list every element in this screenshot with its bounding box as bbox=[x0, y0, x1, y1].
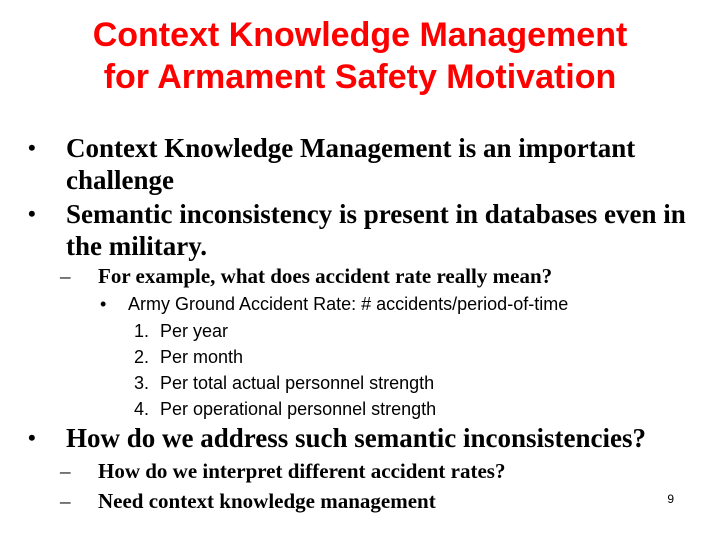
sub-bullet-item bbox=[60, 488, 700, 514]
bullet-item bbox=[28, 132, 708, 196]
bullet-marker: • bbox=[28, 425, 36, 450]
slide-title bbox=[0, 14, 720, 98]
bullet-item bbox=[28, 198, 708, 262]
sub-sub-bullet-item bbox=[100, 291, 700, 317]
sub-bullet-text: Need context knowledge management bbox=[98, 489, 436, 513]
sub-bullet-item bbox=[60, 263, 700, 289]
dash-marker: – bbox=[60, 489, 71, 513]
numbered-item bbox=[134, 318, 228, 344]
sub-sub-bullet-text: Army Ground Accident Rate: # accidents/period-of-time bbox=[128, 294, 569, 314]
dash-marker: – bbox=[60, 459, 71, 483]
bullet-text: How do we address such semantic inconsistencies? bbox=[66, 423, 647, 453]
sub-bullet-item bbox=[60, 458, 700, 484]
bullet-text: Semantic inconsistency is present in databases even in the military. bbox=[66, 199, 686, 261]
item-text: Per operational personnel strength bbox=[160, 399, 437, 419]
bullet-item bbox=[28, 422, 718, 454]
sub-bullet-text: How do we interpret different accident rates? bbox=[98, 459, 506, 483]
item-number: 1. bbox=[134, 321, 150, 341]
item-text: Per month bbox=[160, 347, 244, 367]
numbered-item bbox=[134, 370, 434, 396]
sub-bullet-text: For example, what does accident rate really mean? bbox=[98, 264, 553, 288]
numbered-item bbox=[134, 396, 436, 422]
page-number: 9 bbox=[667, 492, 674, 506]
title-line-2: for Armament Safety Motivation bbox=[103, 58, 617, 96]
bullet-text: Context Knowledge Management is an important challenge bbox=[66, 133, 636, 195]
bullet-marker: • bbox=[28, 135, 36, 160]
dash-marker: – bbox=[60, 264, 71, 288]
title-line-1: Context Knowledge Management bbox=[92, 16, 628, 54]
numbered-item bbox=[134, 344, 243, 370]
bullet-marker: • bbox=[28, 201, 36, 226]
item-text: Per total actual personnel strength bbox=[160, 373, 435, 393]
item-text: Per year bbox=[160, 321, 229, 341]
item-number: 2. bbox=[134, 347, 150, 367]
item-number: 3. bbox=[134, 373, 150, 393]
bullet-marker: • bbox=[100, 294, 107, 314]
item-number: 4. bbox=[134, 399, 150, 419]
